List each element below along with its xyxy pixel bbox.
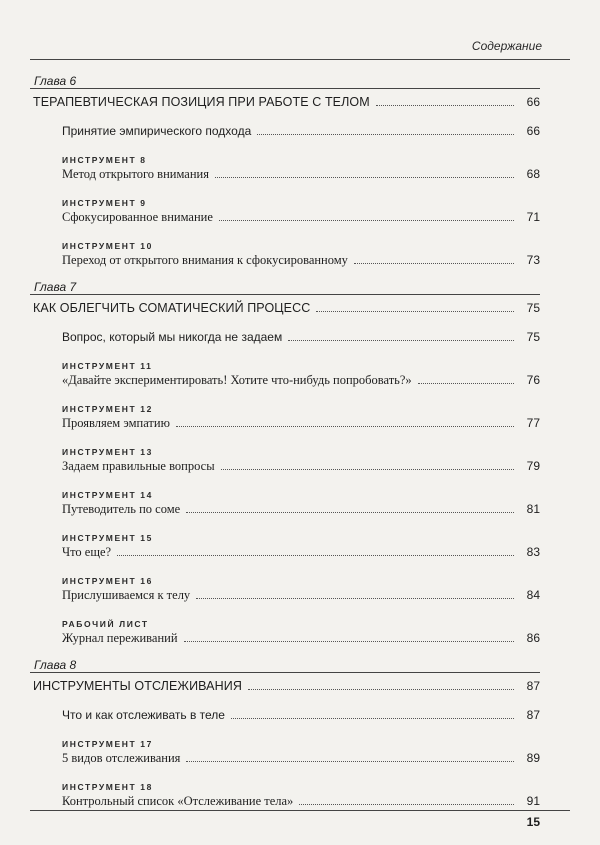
entry-type-label: ИНСТРУМЕНТ 16: [62, 576, 153, 586]
entry-title: Переход от открытого внимания к сфокусированному: [62, 253, 348, 267]
entry-title: Журнал переживаний: [62, 631, 178, 645]
chapter-title-row: [30, 88, 540, 115]
entry-row: [62, 458, 540, 474]
dot-leader: [288, 340, 514, 341]
entry-page-number: 84: [526, 588, 540, 602]
footer-divider: [30, 810, 570, 811]
toc-entry: [62, 739, 540, 766]
entry-row: [62, 750, 540, 766]
dot-leader: [231, 718, 514, 719]
entry-type-label: ИНСТРУМЕНТ 11: [62, 361, 153, 371]
entry-page-number: 89: [526, 751, 540, 765]
chapter-section: [30, 280, 540, 646]
dot-leader: [186, 761, 514, 762]
dot-leader: [299, 804, 514, 805]
entry-type-label: ИНСТРУМЕНТ 8: [62, 155, 147, 165]
entry-row: [62, 123, 540, 139]
entry-row: [62, 793, 540, 809]
dot-leader: [184, 641, 514, 642]
entry-page-number: 68: [526, 167, 540, 181]
toc-entry: [62, 576, 540, 603]
toc-entry: [62, 533, 540, 560]
entry-title: Контрольный список «Отслеживание тела»: [62, 794, 294, 808]
dot-leader: [196, 598, 514, 599]
entry-title: Метод открытого внимания: [62, 167, 209, 181]
table-of-contents: [30, 62, 540, 809]
dot-leader: [215, 177, 514, 178]
chapter-section: [30, 74, 540, 268]
toc-entry: [62, 490, 540, 517]
entry-type-label: ИНСТРУМЕНТ 17: [62, 739, 153, 749]
chapter-page-number: 75: [526, 301, 540, 315]
entry-title: Принятие эмпирического подхода: [62, 124, 252, 138]
dot-leader: [176, 426, 514, 427]
dot-leader: [354, 263, 514, 264]
chapter-page-number: 87: [526, 679, 540, 693]
toc-entry: [62, 155, 540, 182]
entry-row: [62, 587, 540, 603]
entry-title: «Давайте экспериментировать! Хотите что-нибудь попробовать?»: [62, 373, 412, 387]
toc-entry: [62, 619, 540, 646]
toc-entry: [62, 329, 540, 345]
entry-type-label: ИНСТРУМЕНТ 18: [62, 782, 153, 792]
entry-page-number: 87: [526, 708, 540, 722]
entry-row: [62, 329, 540, 345]
entry-title: Сфокусированное внимание: [62, 210, 213, 224]
entry-title: Задаем правильные вопросы: [62, 459, 215, 473]
chapter-title-row: [30, 294, 540, 321]
entry-page-number: 75: [526, 330, 540, 344]
chapter-label: Глава 6: [34, 74, 77, 88]
toc-entry: [62, 241, 540, 268]
entry-type-label: ИНСТРУМЕНТ 13: [62, 447, 153, 457]
toc-entry: [62, 123, 540, 139]
entry-row: [62, 501, 540, 517]
toc-entry: [62, 404, 540, 431]
running-header: Содержание: [471, 39, 542, 53]
entry-page-number: 71: [526, 210, 540, 224]
entry-type-label: ИНСТРУМЕНТ 15: [62, 533, 153, 543]
chapter-label: Глава 7: [34, 280, 77, 294]
toc-entry: [62, 361, 540, 388]
toc-entry: [62, 782, 540, 809]
dot-leader: [418, 383, 514, 384]
dot-leader: [219, 220, 514, 221]
entry-type-label: ИНСТРУМЕНТ 9: [62, 198, 147, 208]
entry-title: Что и как отслеживать в теле: [62, 708, 225, 722]
entry-row: [62, 252, 540, 268]
entry-page-number: 79: [526, 459, 540, 473]
entry-page-number: 76: [526, 373, 540, 387]
toc-entry: [62, 198, 540, 225]
entry-row: [62, 209, 540, 225]
header-divider: [30, 59, 570, 60]
dot-leader: [248, 689, 514, 690]
entry-title: 5 видов отслеживания: [62, 751, 181, 765]
entry-title: Проявляем эмпатию: [62, 416, 170, 430]
entry-title: Прислушиваемся к телу: [62, 588, 191, 602]
dot-leader: [376, 105, 514, 106]
entry-row: [62, 166, 540, 182]
dot-leader: [117, 555, 514, 556]
chapter-title-row: [30, 672, 540, 699]
entry-title: Что еще?: [62, 545, 112, 559]
dot-leader: [221, 469, 514, 470]
chapter-page-number: 66: [526, 95, 540, 109]
entry-page-number: 83: [526, 545, 540, 559]
toc-entry: [62, 707, 540, 723]
entry-page-number: 66: [526, 124, 540, 138]
dot-leader: [316, 311, 514, 312]
page-number: 15: [526, 815, 540, 829]
entry-page-number: 77: [526, 416, 540, 430]
toc-entry: [62, 447, 540, 474]
entry-row: [62, 630, 540, 646]
entry-row: [62, 415, 540, 431]
entry-type-label: ИНСТРУМЕНТ 14: [62, 490, 153, 500]
entry-page-number: 73: [526, 253, 540, 267]
dot-leader: [186, 512, 514, 513]
entry-page-number: 81: [526, 502, 540, 516]
chapter-title: ТЕРАПЕВТИЧЕСКАЯ ПОЗИЦИЯ ПРИ РАБОТЕ С ТЕЛОМ: [33, 95, 370, 109]
entry-type-label: ИНСТРУМЕНТ 12: [62, 404, 153, 414]
chapter-title: КАК ОБЛЕГЧИТЬ СОМАТИЧЕСКИЙ ПРОЦЕСС: [33, 301, 311, 315]
dot-leader: [257, 134, 514, 135]
entry-title: Путеводитель по соме: [62, 502, 181, 516]
entry-page-number: 91: [526, 794, 540, 808]
entry-row: [62, 544, 540, 560]
entry-row: [62, 707, 540, 723]
entry-type-label: ИНСТРУМЕНТ 10: [62, 241, 153, 251]
entry-page-number: 86: [526, 631, 540, 645]
chapter-section: [30, 658, 540, 809]
entry-row: [62, 372, 540, 388]
entry-type-label: РАБОЧИЙ ЛИСТ: [62, 619, 149, 629]
entry-title: Вопрос, который мы никогда не задаем: [62, 330, 283, 344]
chapter-title: ИНСТРУМЕНТЫ ОТСЛЕЖИВАНИЯ: [33, 679, 242, 693]
chapter-label: Глава 8: [34, 658, 77, 672]
